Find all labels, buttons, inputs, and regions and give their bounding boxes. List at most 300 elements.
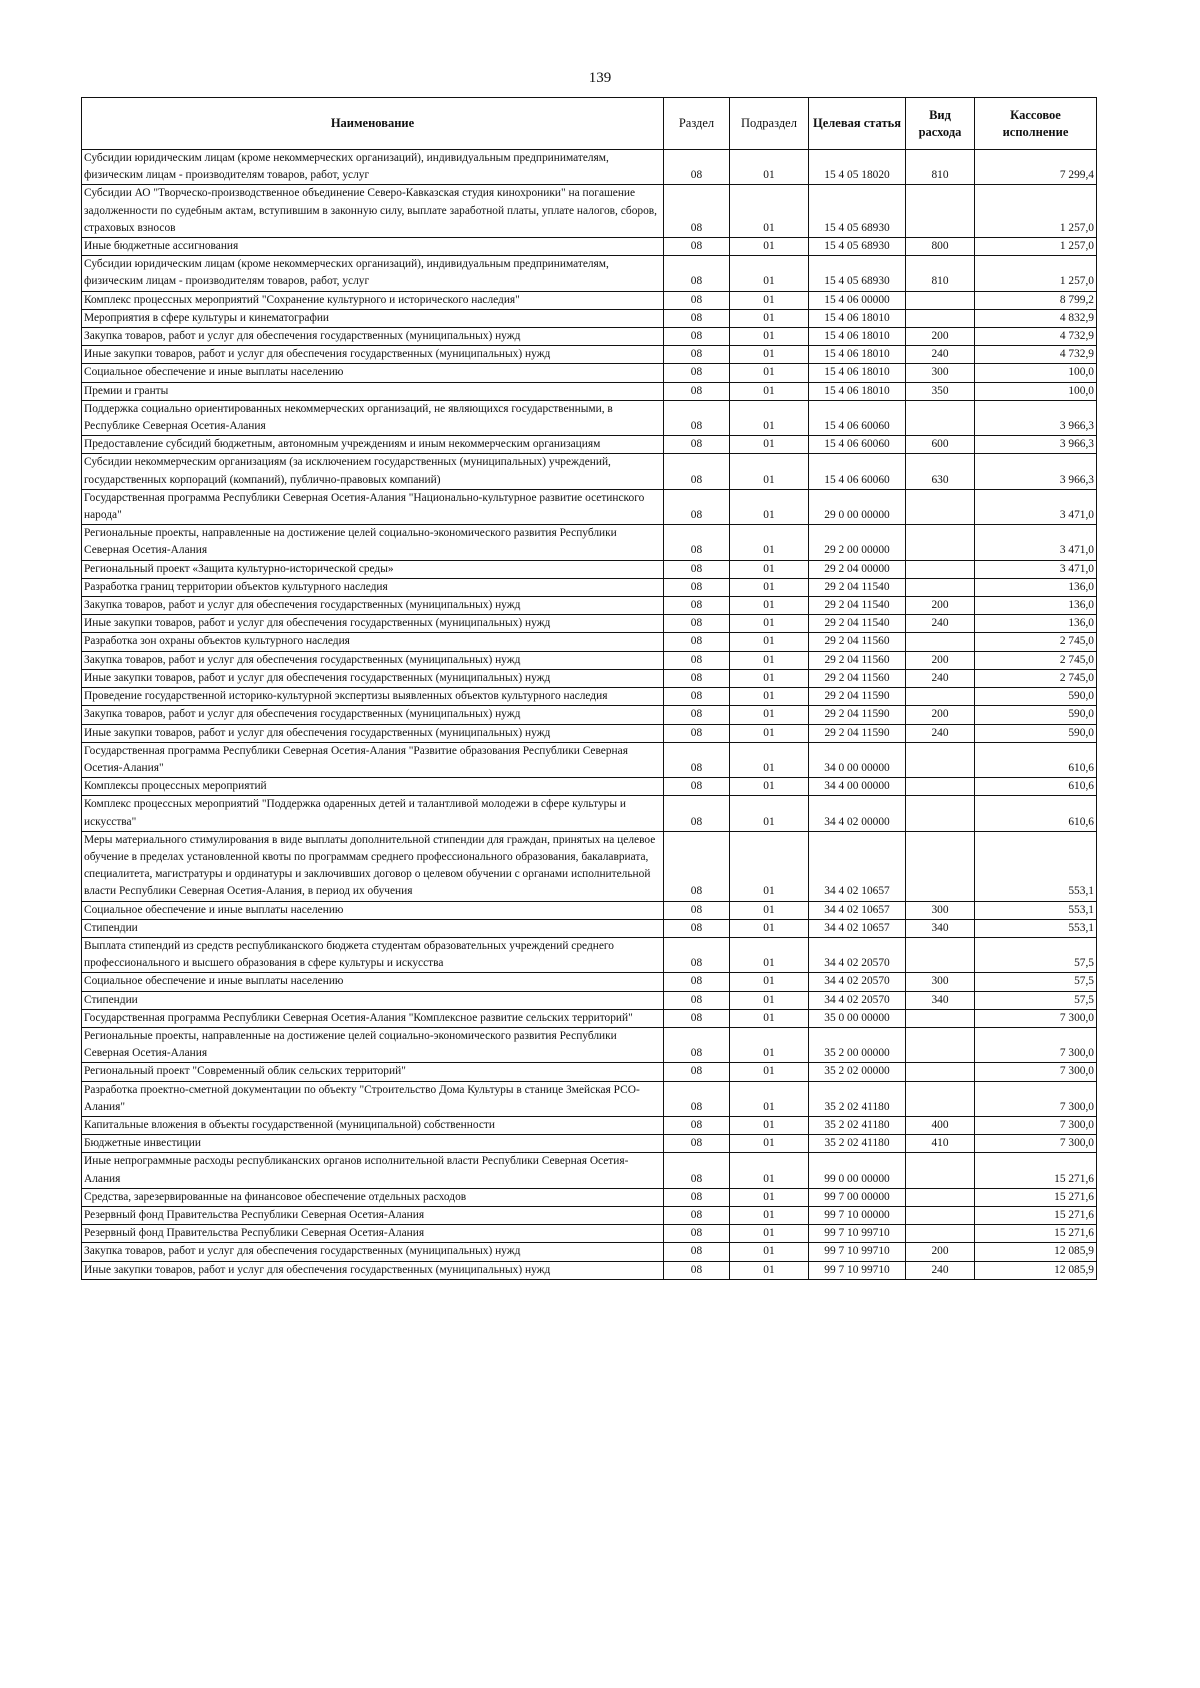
row-subsection: 01 — [730, 454, 809, 489]
row-name: Разработка проектно-сметной документации по объекту "Строительство Дома Культуры в станице Змейская РСО-Алания" — [82, 1081, 664, 1116]
row-subsection: 01 — [730, 346, 809, 364]
table-row — [82, 400, 1097, 435]
row-section: 08 — [664, 1188, 730, 1206]
row-target-article: 35 2 02 00000 — [809, 1063, 906, 1081]
row-target-article: 29 2 04 11540 — [809, 597, 906, 615]
row-amount: 12 085,9 — [975, 1261, 1097, 1279]
row-name: Государственная программа Республики Северная Осетия-Алания "Развитие образования Республики Северная Осетия-Алания" — [82, 742, 664, 777]
row-name: Премии и гранты — [82, 382, 664, 400]
row-amount: 100,0 — [975, 382, 1097, 400]
row-target-article: 99 7 10 00000 — [809, 1206, 906, 1224]
row-expense-kind: 240 — [906, 346, 975, 364]
table-row — [82, 328, 1097, 346]
row-amount: 1 257,0 — [975, 238, 1097, 256]
row-subsection: 01 — [730, 973, 809, 991]
table-row — [82, 1027, 1097, 1062]
row-amount: 2 745,0 — [975, 651, 1097, 669]
row-name: Субсидии юридическим лицам (кроме некоммерческих организаций), индивидуальным предпринимателям, физическим лицам - производителям товаров, работ, услуг — [82, 256, 664, 291]
row-subsection: 01 — [730, 1243, 809, 1261]
row-amount: 136,0 — [975, 615, 1097, 633]
row-subsection: 01 — [730, 706, 809, 724]
table-body — [82, 150, 1097, 1280]
row-amount: 57,5 — [975, 991, 1097, 1009]
row-expense-kind — [906, 796, 975, 831]
row-amount: 3 966,3 — [975, 400, 1097, 435]
table-row — [82, 651, 1097, 669]
row-section: 08 — [664, 436, 730, 454]
row-expense-kind — [906, 1081, 975, 1116]
row-expense-kind: 300 — [906, 901, 975, 919]
row-section: 08 — [664, 560, 730, 578]
table-row — [82, 742, 1097, 777]
table-row — [82, 346, 1097, 364]
row-name: Выплата стипендий из средств республиканского бюджета студентам образовательных учреждений среднего профессионального и высшего образования в сфере культуры и искусства — [82, 937, 664, 972]
row-target-article: 34 4 02 10657 — [809, 901, 906, 919]
row-amount: 3 471,0 — [975, 560, 1097, 578]
row-expense-kind: 810 — [906, 256, 975, 291]
row-name: Иные бюджетные ассигнования — [82, 238, 664, 256]
row-section: 08 — [664, 688, 730, 706]
row-section: 08 — [664, 1063, 730, 1081]
row-name: Социальное обеспечение и иные выплаты населению — [82, 901, 664, 919]
row-target-article: 15 4 06 18010 — [809, 364, 906, 382]
row-target-article: 29 2 00 00000 — [809, 525, 906, 560]
row-amount: 7 300,0 — [975, 1081, 1097, 1116]
row-expense-kind: 410 — [906, 1135, 975, 1153]
row-amount: 1 257,0 — [975, 185, 1097, 238]
row-name: Закупка товаров, работ и услуг для обеспечения государственных (муниципальных) нужд — [82, 706, 664, 724]
table-row — [82, 901, 1097, 919]
table-row — [82, 1153, 1097, 1188]
row-expense-kind: 240 — [906, 669, 975, 687]
table-row — [82, 1081, 1097, 1116]
row-section: 08 — [664, 669, 730, 687]
table-row — [82, 291, 1097, 309]
row-name: Иные непрограммные расходы республиканских органов исполнительной власти Республики Северная Осетия-Алания — [82, 1153, 664, 1188]
row-name: Региональный проект «Защита культурно-исторической среды» — [82, 560, 664, 578]
row-name: Иные закупки товаров, работ и услуг для обеспечения государственных (муниципальных) нужд — [82, 724, 664, 742]
table-row — [82, 364, 1097, 382]
row-expense-kind — [906, 560, 975, 578]
row-subsection: 01 — [730, 364, 809, 382]
row-expense-kind — [906, 1225, 975, 1243]
row-target-article: 15 4 06 00000 — [809, 291, 906, 309]
row-amount: 12 085,9 — [975, 1243, 1097, 1261]
table-row — [82, 724, 1097, 742]
row-name: Резервный фонд Правительства Республики Северная Осетия-Алания — [82, 1225, 664, 1243]
row-section: 08 — [664, 525, 730, 560]
row-expense-kind: 240 — [906, 615, 975, 633]
row-subsection: 01 — [730, 651, 809, 669]
row-subsection: 01 — [730, 1188, 809, 1206]
row-section: 08 — [664, 1027, 730, 1062]
row-subsection: 01 — [730, 688, 809, 706]
row-target-article: 15 4 06 60060 — [809, 454, 906, 489]
row-expense-kind — [906, 291, 975, 309]
row-target-article: 99 7 10 99710 — [809, 1261, 906, 1279]
table-row — [82, 1188, 1097, 1206]
row-expense-kind — [906, 742, 975, 777]
row-name: Средства, зарезервированные на финансовое обеспечение отдельных расходов — [82, 1188, 664, 1206]
row-amount: 553,1 — [975, 831, 1097, 901]
row-name: Комплекс процессных мероприятий "Сохранение культурного и исторического наследия" — [82, 291, 664, 309]
row-section: 08 — [664, 454, 730, 489]
row-amount: 136,0 — [975, 597, 1097, 615]
row-name: Государственная программа Республики Северная Осетия-Алания "Национально-культурное развитие осетинского народа" — [82, 489, 664, 524]
row-subsection: 01 — [730, 578, 809, 596]
row-name: Государственная программа Республики Северная Осетия-Алания "Комплексное развитие сельских территорий" — [82, 1009, 664, 1027]
row-name: Региональные проекты, направленные на достижение целей социально-экономического развития Республики Северная Осетия-Алания — [82, 1027, 664, 1062]
row-target-article: 15 4 06 60060 — [809, 436, 906, 454]
table-row — [82, 796, 1097, 831]
row-target-article: 29 2 04 11560 — [809, 669, 906, 687]
row-amount: 7 299,4 — [975, 150, 1097, 185]
row-amount: 15 271,6 — [975, 1188, 1097, 1206]
row-subsection: 01 — [730, 150, 809, 185]
row-section: 08 — [664, 400, 730, 435]
row-target-article: 29 0 00 00000 — [809, 489, 906, 524]
row-target-article: 34 4 02 20570 — [809, 991, 906, 1009]
row-subsection: 01 — [730, 1027, 809, 1062]
row-expense-kind: 200 — [906, 651, 975, 669]
row-subsection: 01 — [730, 1081, 809, 1116]
row-subsection: 01 — [730, 831, 809, 901]
row-subsection: 01 — [730, 1063, 809, 1081]
row-target-article: 99 7 00 00000 — [809, 1188, 906, 1206]
row-section: 08 — [664, 1081, 730, 1116]
row-target-article: 34 4 02 00000 — [809, 796, 906, 831]
row-name: Иные закупки товаров, работ и услуг для обеспечения государственных (муниципальных) нужд — [82, 1261, 664, 1279]
header-name: Наименование — [82, 98, 664, 150]
row-subsection: 01 — [730, 937, 809, 972]
budget-table — [81, 97, 1097, 1280]
row-expense-kind: 400 — [906, 1116, 975, 1134]
row-subsection: 01 — [730, 328, 809, 346]
row-amount: 7 300,0 — [975, 1009, 1097, 1027]
row-expense-kind — [906, 633, 975, 651]
row-name: Социальное обеспечение и иные выплаты населению — [82, 364, 664, 382]
row-target-article: 29 2 04 11560 — [809, 633, 906, 651]
row-target-article: 35 2 02 41180 — [809, 1135, 906, 1153]
table-row — [82, 309, 1097, 327]
row-name: Закупка товаров, работ и услуг для обеспечения государственных (муниципальных) нужд — [82, 1243, 664, 1261]
row-expense-kind — [906, 688, 975, 706]
table-row — [82, 1116, 1097, 1134]
row-amount: 553,1 — [975, 919, 1097, 937]
row-target-article: 35 2 00 00000 — [809, 1027, 906, 1062]
row-section: 08 — [664, 1135, 730, 1153]
row-section: 08 — [664, 291, 730, 309]
table-row — [82, 778, 1097, 796]
row-section: 08 — [664, 919, 730, 937]
row-amount: 3 471,0 — [975, 525, 1097, 560]
row-expense-kind: 340 — [906, 919, 975, 937]
row-section: 08 — [664, 489, 730, 524]
row-subsection: 01 — [730, 1153, 809, 1188]
page-number: 139 — [588, 70, 612, 86]
row-target-article: 15 4 06 18010 — [809, 309, 906, 327]
row-section: 08 — [664, 346, 730, 364]
table-row — [82, 706, 1097, 724]
row-name: Резервный фонд Правительства Республики Северная Осетия-Алания — [82, 1206, 664, 1224]
row-target-article: 34 0 00 00000 — [809, 742, 906, 777]
table-row — [82, 688, 1097, 706]
row-expense-kind: 200 — [906, 328, 975, 346]
row-amount: 136,0 — [975, 578, 1097, 596]
row-subsection: 01 — [730, 669, 809, 687]
table-row — [82, 1261, 1097, 1279]
row-amount: 553,1 — [975, 901, 1097, 919]
row-name: Проведение государственной историко-культурной экспертизы выявленных объектов культурного наследия — [82, 688, 664, 706]
row-section: 08 — [664, 185, 730, 238]
row-amount: 610,6 — [975, 742, 1097, 777]
row-expense-kind: 810 — [906, 150, 975, 185]
row-section: 08 — [664, 615, 730, 633]
row-name: Закупка товаров, работ и услуг для обеспечения государственных (муниципальных) нужд — [82, 328, 664, 346]
row-amount: 590,0 — [975, 724, 1097, 742]
row-section: 08 — [664, 328, 730, 346]
table-row — [82, 1206, 1097, 1224]
row-expense-kind: 800 — [906, 238, 975, 256]
row-amount: 590,0 — [975, 706, 1097, 724]
row-expense-kind: 200 — [906, 597, 975, 615]
row-section: 08 — [664, 1206, 730, 1224]
row-subsection: 01 — [730, 615, 809, 633]
row-subsection: 01 — [730, 382, 809, 400]
row-target-article: 29 2 04 11540 — [809, 578, 906, 596]
row-subsection: 01 — [730, 778, 809, 796]
row-target-article: 15 4 05 68930 — [809, 256, 906, 291]
row-expense-kind — [906, 1027, 975, 1062]
row-expense-kind: 630 — [906, 454, 975, 489]
row-expense-kind — [906, 1206, 975, 1224]
row-amount: 2 745,0 — [975, 669, 1097, 687]
row-expense-kind: 200 — [906, 706, 975, 724]
row-name: Региональный проект "Современный облик сельских территорий" — [82, 1063, 664, 1081]
row-expense-kind — [906, 578, 975, 596]
row-amount: 57,5 — [975, 973, 1097, 991]
row-name: Иные закупки товаров, работ и услуг для обеспечения государственных (муниципальных) нужд — [82, 615, 664, 633]
row-subsection: 01 — [730, 633, 809, 651]
row-section: 08 — [664, 1243, 730, 1261]
row-subsection: 01 — [730, 724, 809, 742]
row-name: Разработка зон охраны объектов культурного наследия — [82, 633, 664, 651]
row-expense-kind — [906, 309, 975, 327]
table-row — [82, 525, 1097, 560]
row-section: 08 — [664, 578, 730, 596]
row-section: 08 — [664, 633, 730, 651]
row-amount: 15 271,6 — [975, 1153, 1097, 1188]
row-name: Региональные проекты, направленные на достижение целей социально-экономического развития Республики Северная Осетия-Алания — [82, 525, 664, 560]
row-amount: 4 832,9 — [975, 309, 1097, 327]
row-amount: 15 271,6 — [975, 1225, 1097, 1243]
row-target-article: 29 2 04 11540 — [809, 615, 906, 633]
row-name: Бюджетные инвестиции — [82, 1135, 664, 1153]
table-row — [82, 560, 1097, 578]
table-row — [82, 1225, 1097, 1243]
row-target-article: 35 2 02 41180 — [809, 1116, 906, 1134]
row-expense-kind: 350 — [906, 382, 975, 400]
row-subsection: 01 — [730, 309, 809, 327]
row-amount: 610,6 — [975, 778, 1097, 796]
row-target-article: 29 2 04 11590 — [809, 706, 906, 724]
row-subsection: 01 — [730, 1135, 809, 1153]
table-row — [82, 831, 1097, 901]
row-subsection: 01 — [730, 991, 809, 1009]
table-row — [82, 489, 1097, 524]
row-section: 08 — [664, 382, 730, 400]
row-amount: 1 257,0 — [975, 256, 1097, 291]
row-target-article: 34 4 02 10657 — [809, 919, 906, 937]
row-amount: 8 799,2 — [975, 291, 1097, 309]
row-subsection: 01 — [730, 256, 809, 291]
row-name: Субсидии юридическим лицам (кроме некоммерческих организаций), индивидуальным предпринимателям, физическим лицам - производителям товаров, работ, услуг — [82, 150, 664, 185]
row-expense-kind — [906, 525, 975, 560]
row-expense-kind — [906, 937, 975, 972]
row-name: Поддержка социально ориентированных некоммерческих организаций, не являющихся государственными, в Республике Северная Осетия-Алания — [82, 400, 664, 435]
row-target-article: 34 4 00 00000 — [809, 778, 906, 796]
row-subsection: 01 — [730, 742, 809, 777]
row-expense-kind — [906, 1009, 975, 1027]
row-expense-kind — [906, 831, 975, 901]
row-target-article: 29 2 04 11590 — [809, 724, 906, 742]
table-row — [82, 633, 1097, 651]
header-section: Раздел — [664, 98, 730, 150]
row-target-article: 35 2 02 41180 — [809, 1081, 906, 1116]
row-name: Закупка товаров, работ и услуг для обеспечения государственных (муниципальных) нужд — [82, 651, 664, 669]
row-expense-kind: 300 — [906, 973, 975, 991]
row-subsection: 01 — [730, 560, 809, 578]
row-section: 08 — [664, 796, 730, 831]
row-subsection: 01 — [730, 901, 809, 919]
row-name: Меры материального стимулирования в виде выплаты дополнительной стипендии для граждан, принятых на целевое обучение в пределах установленной квоты по программам среднего профессионального образования, бакалавриата, специалитета, магистратуры и ординатуры и заключивших договор о целевом обучении с органами исполнительной власти Республики Северная Осетия-Алания, в период их обучения — [82, 831, 664, 901]
row-section: 08 — [664, 901, 730, 919]
row-section: 08 — [664, 742, 730, 777]
row-subsection: 01 — [730, 489, 809, 524]
table-row — [82, 615, 1097, 633]
row-amount: 3 966,3 — [975, 436, 1097, 454]
row-section: 08 — [664, 1009, 730, 1027]
row-target-article: 15 4 05 68930 — [809, 238, 906, 256]
row-section: 08 — [664, 991, 730, 1009]
row-name: Комплексы процессных мероприятий — [82, 778, 664, 796]
table-row — [82, 937, 1097, 972]
row-target-article: 34 4 02 10657 — [809, 831, 906, 901]
row-amount: 3 966,3 — [975, 454, 1097, 489]
row-name: Субсидии АО "Творческо-производственное объединение Северо-Кавказская студия кинохроники" на погашение задолженности по судебным актам, вступившим в законную силу, выплате заработной платы, уплате налогов, сборов, страховых взносов — [82, 185, 664, 238]
row-target-article: 29 2 04 00000 — [809, 560, 906, 578]
row-target-article: 34 4 02 20570 — [809, 937, 906, 972]
row-target-article: 15 4 06 18010 — [809, 382, 906, 400]
row-name: Капитальные вложения в объекты государственной (муниципальной) собственности — [82, 1116, 664, 1134]
table-row — [82, 597, 1097, 615]
table-row — [82, 436, 1097, 454]
row-subsection: 01 — [730, 185, 809, 238]
row-target-article: 15 4 06 18010 — [809, 328, 906, 346]
table-row — [82, 919, 1097, 937]
table-header — [82, 98, 1097, 150]
row-subsection: 01 — [730, 1206, 809, 1224]
row-name: Комплекс процессных мероприятий "Поддержка одаренных детей и талантливой молодежи в сфере культуры и искусства" — [82, 796, 664, 831]
row-section: 08 — [664, 937, 730, 972]
row-expense-kind — [906, 489, 975, 524]
row-target-article: 15 4 06 18010 — [809, 346, 906, 364]
row-expense-kind — [906, 1063, 975, 1081]
row-name: Субсидии некоммерческим организациям (за исключением государственных (муниципальных) учреждений, государственных корпораций (компаний), публично-правовых компаний) — [82, 454, 664, 489]
row-section: 08 — [664, 1261, 730, 1279]
row-subsection: 01 — [730, 1225, 809, 1243]
row-name: Стипендии — [82, 919, 664, 937]
row-amount: 7 300,0 — [975, 1135, 1097, 1153]
header-expense-kind: Вид расхода — [906, 98, 975, 150]
row-target-article: 99 7 10 99710 — [809, 1243, 906, 1261]
row-amount: 7 300,0 — [975, 1063, 1097, 1081]
row-amount: 610,6 — [975, 796, 1097, 831]
row-section: 08 — [664, 706, 730, 724]
row-amount: 2 745,0 — [975, 633, 1097, 651]
row-section: 08 — [664, 651, 730, 669]
table-row — [82, 185, 1097, 238]
row-section: 08 — [664, 1116, 730, 1134]
row-section: 08 — [664, 1225, 730, 1243]
row-amount: 100,0 — [975, 364, 1097, 382]
row-amount: 15 271,6 — [975, 1206, 1097, 1224]
row-subsection: 01 — [730, 436, 809, 454]
header-cash-execution: Кассовое исполнение — [975, 98, 1097, 150]
table-row — [82, 991, 1097, 1009]
row-amount: 57,5 — [975, 937, 1097, 972]
row-section: 08 — [664, 724, 730, 742]
row-target-article: 15 4 05 68930 — [809, 185, 906, 238]
table-row — [82, 1135, 1097, 1153]
row-expense-kind: 600 — [906, 436, 975, 454]
table-row — [82, 256, 1097, 291]
table-row — [82, 669, 1097, 687]
row-name: Закупка товаров, работ и услуг для обеспечения государственных (муниципальных) нужд — [82, 597, 664, 615]
row-name: Предоставление субсидий бюджетным, автономным учреждениям и иным некоммерческим организациям — [82, 436, 664, 454]
table-row — [82, 973, 1097, 991]
table-row — [82, 382, 1097, 400]
row-target-article: 29 2 04 11560 — [809, 651, 906, 669]
table-row — [82, 1063, 1097, 1081]
header-target-article: Целевая статья — [809, 98, 906, 150]
row-subsection: 01 — [730, 1116, 809, 1134]
row-section: 08 — [664, 309, 730, 327]
row-section: 08 — [664, 238, 730, 256]
row-amount: 590,0 — [975, 688, 1097, 706]
row-target-article: 15 4 05 18020 — [809, 150, 906, 185]
row-target-article: 99 7 10 99710 — [809, 1225, 906, 1243]
row-amount: 7 300,0 — [975, 1027, 1097, 1062]
row-section: 08 — [664, 973, 730, 991]
row-amount: 4 732,9 — [975, 328, 1097, 346]
row-expense-kind — [906, 778, 975, 796]
row-section: 08 — [664, 831, 730, 901]
row-name: Иные закупки товаров, работ и услуг для обеспечения государственных (муниципальных) нужд — [82, 669, 664, 687]
row-name: Социальное обеспечение и иные выплаты населению — [82, 973, 664, 991]
row-subsection: 01 — [730, 400, 809, 435]
row-expense-kind: 240 — [906, 724, 975, 742]
row-expense-kind — [906, 1188, 975, 1206]
row-expense-kind: 300 — [906, 364, 975, 382]
table-row — [82, 238, 1097, 256]
row-amount: 7 300,0 — [975, 1116, 1097, 1134]
row-amount: 4 732,9 — [975, 346, 1097, 364]
row-target-article: 99 0 00 00000 — [809, 1153, 906, 1188]
row-expense-kind — [906, 1153, 975, 1188]
row-subsection: 01 — [730, 238, 809, 256]
row-target-article: 15 4 06 60060 — [809, 400, 906, 435]
